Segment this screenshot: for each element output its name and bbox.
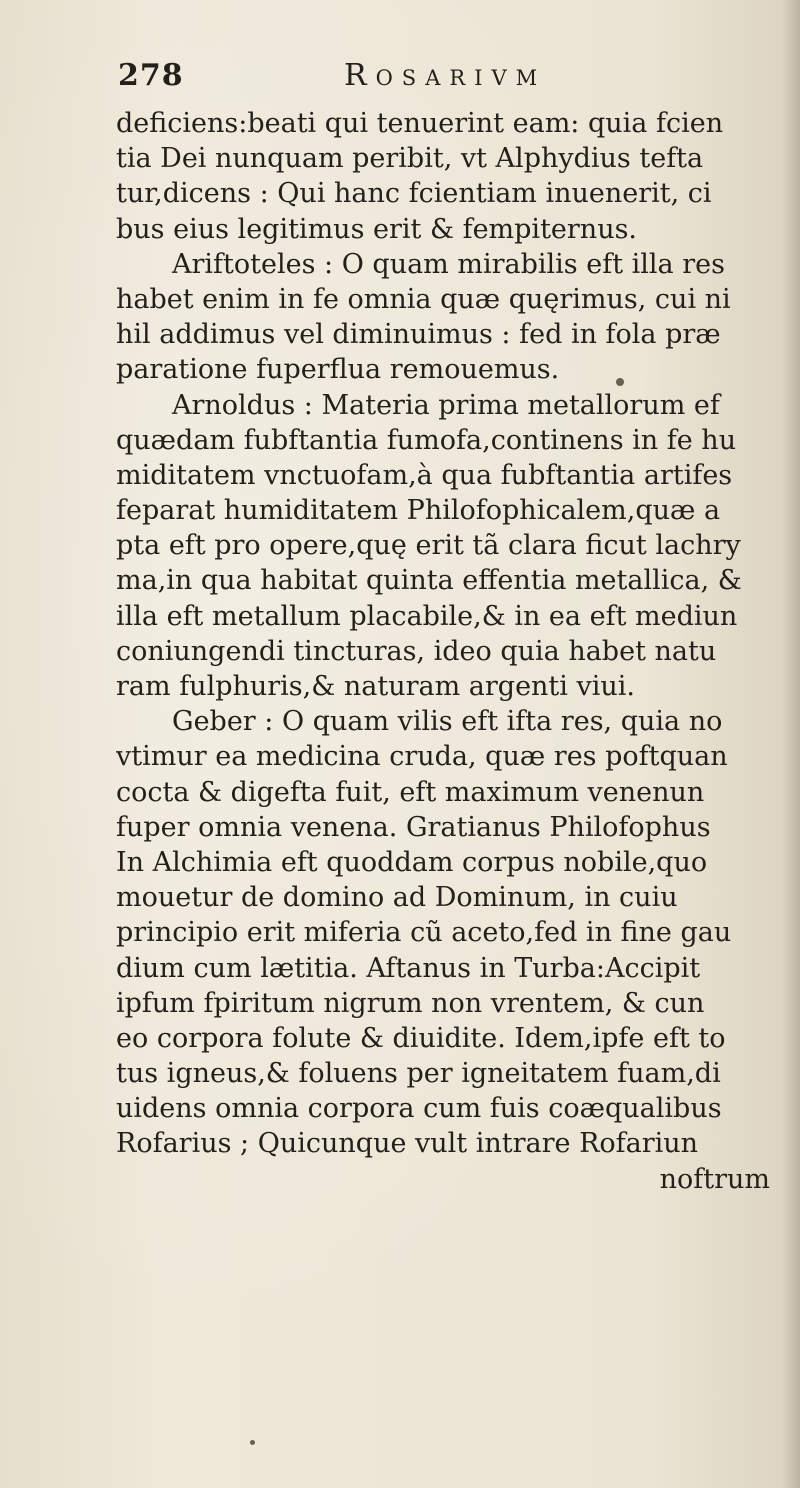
text-line: deficiens:beati qui tenuerint eam: quia fcien (116, 108, 724, 139)
text-line: fuper omnia venena. Gratianus Philofophus (116, 811, 711, 843)
text-line: tur,dicens : Qui hanc fcientiam inuenerit, ci (116, 178, 712, 210)
page-header (118, 58, 778, 98)
text-line: paratione fuperflua remouemus. (116, 354, 560, 386)
text-line: tia Dei nunquam peribit, vt Alphydius tefta (116, 143, 704, 175)
ink-spot (250, 1440, 255, 1445)
text-line: Ariftoteles : O quam mirabilis eft illa res (172, 248, 725, 280)
text-line: In Alchimia eft quoddam corpus nobile,quo (116, 846, 708, 878)
text-line: cocta & digefta fuit, eft maximum venenun (116, 776, 705, 808)
text-line: uidens omnia corpora cum fuis coæqualibus (116, 1093, 722, 1125)
ink-spot (616, 378, 624, 386)
text-line: feparat humiditatem Philofophicalem,quæ a (116, 495, 721, 527)
text-line: bus eius legitimus erit & fempiternus. (116, 213, 638, 245)
text-line: Rofarius ; Quicunque vult intrare Rofariun (116, 1128, 699, 1160)
text-line: coniungendi tincturas, ideo quia habet natu (116, 635, 717, 667)
text-line: mouetur de domino ad Dominum, in cuiu (116, 882, 678, 914)
text-line: vtimur ea medicina cruda, quæ res poftquan (116, 741, 728, 773)
text-line: Geber : O quam vilis eft ifta res, quia no (172, 706, 723, 738)
text-line: principio erit miferia cũ aceto,fed in fine gau (116, 917, 732, 949)
text-line: ipfum fpiritum nigrum non vrentem, & cun (116, 987, 705, 1019)
catchword: noftrum (659, 1163, 770, 1195)
text-line: eo corpora folute & diuidite. Idem,ipfe eft to (116, 1022, 726, 1054)
running-title: Rosarivm (344, 58, 547, 93)
text-line: dium cum lætitia. Aftanus in Turba:Accipit (116, 952, 701, 984)
text-line: habet enim in fe omnia quæ quęrimus, cui ni (116, 283, 731, 315)
text-line: quædam fubftantia fumofa,continens in fe hu (116, 424, 737, 456)
text-line: Arnoldus : Materia prima metallorum ef (172, 389, 720, 421)
text-line: pta eft pro opere,quę erit tã clara ficut lachry (116, 530, 741, 562)
text-line: ma,in qua habitat quinta effentia metallica, & (116, 565, 742, 597)
page-number: 278 (118, 58, 184, 93)
text-block (116, 106, 788, 1197)
text-line: miditatem vnctuofam,à qua fubftantia artifes (116, 459, 733, 491)
text-line: illa eft metallum placabile,& in ea eft mediun (116, 600, 738, 632)
text-line: tus igneus,& foluens per igneitatem fuam,di (116, 1058, 721, 1090)
text-line: ram fulphuris,& naturam argenti viui. (116, 671, 635, 702)
text-line: hil addimus vel diminuimus : fed in fola præ (116, 319, 721, 351)
